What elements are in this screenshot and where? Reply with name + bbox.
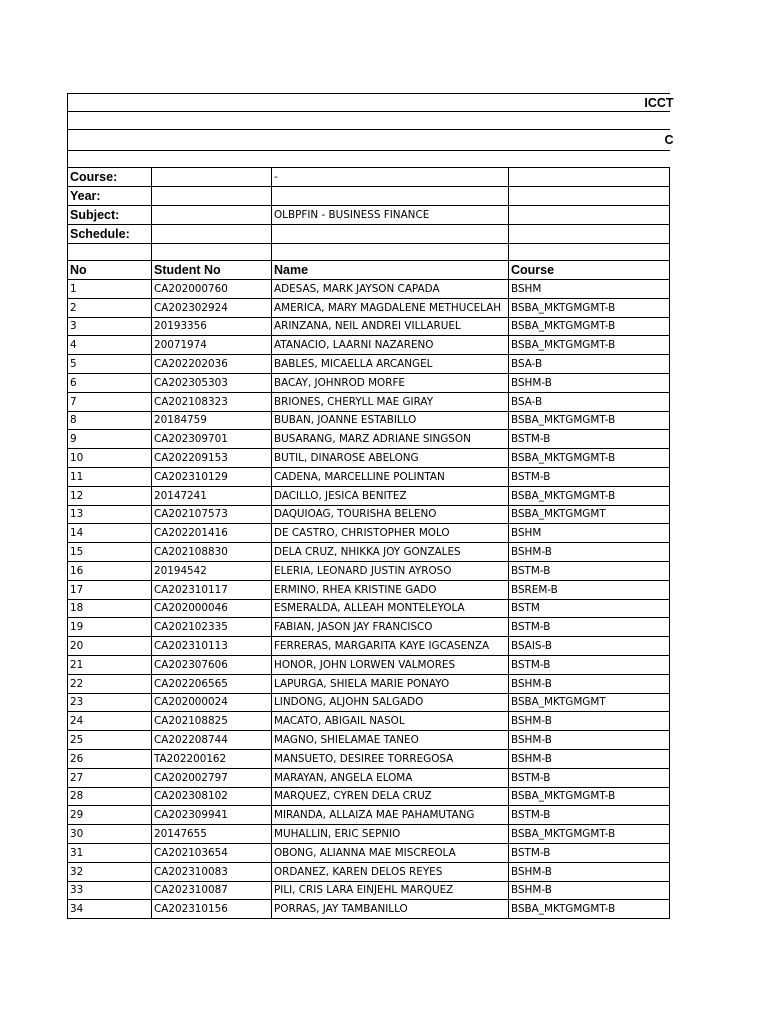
student-course-cell: BSHM-B bbox=[509, 862, 670, 881]
row-no-cell: 27 bbox=[68, 768, 152, 787]
row-no-cell: 29 bbox=[68, 806, 152, 825]
table-row bbox=[68, 768, 670, 787]
student-no-cell: 20147241 bbox=[152, 486, 272, 505]
student-course-cell: BSHM-B bbox=[509, 674, 670, 693]
student-course-cell: BSTM-B bbox=[509, 467, 670, 486]
separator-row bbox=[68, 244, 670, 261]
table-row bbox=[68, 298, 670, 317]
table-row bbox=[68, 543, 670, 562]
student-no-cell: 20147655 bbox=[152, 825, 272, 844]
student-course-cell: BSAIS-B bbox=[509, 637, 670, 656]
schedule-code-cell bbox=[152, 225, 272, 244]
row-no-cell: 3 bbox=[68, 317, 152, 336]
class-list-sheet bbox=[67, 93, 674, 919]
table-row bbox=[68, 655, 670, 674]
student-course-cell: BSBA_MKTGMGMT-B bbox=[509, 336, 670, 355]
student-no-cell: TA202200162 bbox=[152, 749, 272, 768]
student-course-cell: BSHM-B bbox=[509, 881, 670, 900]
student-course-cell: BSTM-B bbox=[509, 843, 670, 862]
header-course: Course bbox=[509, 261, 670, 280]
row-no-cell: 15 bbox=[68, 543, 152, 562]
student-course-cell: BSBA_MKTGMGMT-B bbox=[509, 787, 670, 806]
student-no-cell: CA202000046 bbox=[152, 599, 272, 618]
subtitle-row bbox=[68, 130, 670, 151]
student-course-cell: BSTM-B bbox=[509, 430, 670, 449]
student-course-cell: BSBA_MKTGMGMT-B bbox=[509, 449, 670, 468]
table-row bbox=[68, 449, 670, 468]
student-course-cell: BSHM-B bbox=[509, 543, 670, 562]
table-row bbox=[68, 524, 670, 543]
empty-cell bbox=[509, 187, 670, 206]
student-no-cell: CA202310156 bbox=[152, 900, 272, 919]
student-name-cell: MACATO, ABIGAIL NASOL bbox=[272, 712, 509, 731]
student-no-cell: CA202108830 bbox=[152, 543, 272, 562]
schedule-value bbox=[272, 225, 509, 244]
table-row bbox=[68, 900, 670, 919]
table-row bbox=[68, 862, 670, 881]
student-course-cell: BSTM bbox=[509, 599, 670, 618]
student-course-cell: BSTM-B bbox=[509, 618, 670, 637]
student-no-cell: CA202209153 bbox=[152, 449, 272, 468]
row-no-cell: 7 bbox=[68, 392, 152, 411]
table-row bbox=[68, 280, 670, 299]
student-course-cell: BSHM-B bbox=[509, 731, 670, 750]
student-name-cell: ADESAS, MARK JAYSON CAPADA bbox=[272, 280, 509, 299]
student-name-cell: BUSARANG, MARZ ADRIANE SINGSON bbox=[272, 430, 509, 449]
student-name-cell: LAPURGA, SHIELA MARIE PONAYO bbox=[272, 674, 509, 693]
student-no-cell: CA202000024 bbox=[152, 693, 272, 712]
student-name-cell: FERRERAS, MARGARITA KAYE IGCASENZA bbox=[272, 637, 509, 656]
student-name-cell: HONOR, JOHN LORWEN VALMORES bbox=[272, 655, 509, 674]
student-name-cell: MANSUETO, DESIREE TORREGOSA bbox=[272, 749, 509, 768]
table-row bbox=[68, 486, 670, 505]
student-name-cell: DE CASTRO, CHRISTOPHER MOLO bbox=[272, 524, 509, 543]
schedule-info-row bbox=[68, 225, 670, 244]
row-no-cell: 21 bbox=[68, 655, 152, 674]
student-no-cell: CA202310129 bbox=[152, 467, 272, 486]
student-course-cell: BSBA_MKTGMGMT-B bbox=[509, 411, 670, 430]
empty-cell bbox=[509, 206, 670, 225]
student-course-cell: BSTM-B bbox=[509, 655, 670, 674]
student-course-cell: BSBA_MKTGMGMT bbox=[509, 693, 670, 712]
student-no-cell: CA202309701 bbox=[152, 430, 272, 449]
student-course-cell: BSBA_MKTGMGMT-B bbox=[509, 825, 670, 844]
row-no-cell: 22 bbox=[68, 674, 152, 693]
student-course-cell: BSHM-B bbox=[509, 749, 670, 768]
table-row bbox=[68, 336, 670, 355]
year-value bbox=[272, 187, 509, 206]
row-no-cell: 16 bbox=[68, 561, 152, 580]
table-row bbox=[68, 599, 670, 618]
subject-info-row bbox=[68, 206, 670, 225]
row-no-cell: 25 bbox=[68, 731, 152, 750]
row-no-cell: 19 bbox=[68, 618, 152, 637]
student-name-cell: BABLES, MICAELLA ARCANGEL bbox=[272, 355, 509, 374]
row-no-cell: 10 bbox=[68, 449, 152, 468]
course-value: - bbox=[272, 168, 509, 187]
student-no-cell: CA202201416 bbox=[152, 524, 272, 543]
table-row bbox=[68, 505, 670, 524]
row-no-cell: 24 bbox=[68, 712, 152, 731]
title-row bbox=[68, 94, 670, 112]
column-header-row bbox=[68, 261, 670, 280]
header-name: Name bbox=[272, 261, 509, 280]
row-no-cell: 13 bbox=[68, 505, 152, 524]
subject-code-cell bbox=[152, 206, 272, 225]
table-row bbox=[68, 392, 670, 411]
table-row bbox=[68, 580, 670, 599]
student-course-cell: BSREM-B bbox=[509, 580, 670, 599]
student-no-cell: CA202002797 bbox=[152, 768, 272, 787]
header-student-no: Student No bbox=[152, 261, 272, 280]
student-course-cell: BSTM-B bbox=[509, 768, 670, 787]
row-no-cell: 32 bbox=[68, 862, 152, 881]
row-no-cell: 5 bbox=[68, 355, 152, 374]
student-name-cell: ESMERALDA, ALLEAH MONTELEYOLA bbox=[272, 599, 509, 618]
student-course-cell: BSTM-B bbox=[509, 806, 670, 825]
row-no-cell: 30 bbox=[68, 825, 152, 844]
row-no-cell: 12 bbox=[68, 486, 152, 505]
student-name-cell: ARINZANA, NEIL ANDREI VILLARUEL bbox=[272, 317, 509, 336]
table-row bbox=[68, 693, 670, 712]
student-name-cell: MARQUEZ, CYREN DELA CRUZ bbox=[272, 787, 509, 806]
table-row bbox=[68, 806, 670, 825]
student-course-cell: BSBA_MKTGMGMT-B bbox=[509, 486, 670, 505]
student-name-cell: ATANACIO, LAARNI NAZARENO bbox=[272, 336, 509, 355]
subtitle-fragment: C bbox=[664, 133, 674, 147]
schedule-label: Schedule: bbox=[68, 225, 152, 244]
student-name-cell: LINDONG, ALJOHN SALGADO bbox=[272, 693, 509, 712]
table-row bbox=[68, 430, 670, 449]
row-no-cell: 2 bbox=[68, 298, 152, 317]
year-label: Year: bbox=[68, 187, 152, 206]
row-no-cell: 9 bbox=[68, 430, 152, 449]
student-name-cell: CADENA, MARCELLINE POLINTAN bbox=[272, 467, 509, 486]
student-name-cell: DAQUIOAG, TOURISHA BELENO bbox=[272, 505, 509, 524]
student-no-cell: CA202000760 bbox=[152, 280, 272, 299]
table-row bbox=[68, 618, 670, 637]
row-no-cell: 6 bbox=[68, 373, 152, 392]
student-name-cell: BUTIL, DINAROSE ABELONG bbox=[272, 449, 509, 468]
student-name-cell: BUBAN, JOANNE ESTABILLO bbox=[272, 411, 509, 430]
row-no-cell: 11 bbox=[68, 467, 152, 486]
table-row bbox=[68, 749, 670, 768]
table-row bbox=[68, 355, 670, 374]
student-course-cell: BSHM-B bbox=[509, 373, 670, 392]
row-no-cell: 26 bbox=[68, 749, 152, 768]
table-row bbox=[68, 561, 670, 580]
student-no-cell: 20184759 bbox=[152, 411, 272, 430]
row-no-cell: 34 bbox=[68, 900, 152, 919]
student-course-cell: BSBA_MKTGMGMT-B bbox=[509, 900, 670, 919]
student-course-cell: BSBA_MKTGMGMT bbox=[509, 505, 670, 524]
student-name-cell: BACAY, JOHNROD MORFE bbox=[272, 373, 509, 392]
student-name-cell: OBONG, ALIANNA MAE MISCREOLA bbox=[272, 843, 509, 862]
student-name-cell: ELERIA, LEONARD JUSTIN AYROSO bbox=[272, 561, 509, 580]
student-name-cell: PILI, CRIS LARA EINJEHL MARQUEZ bbox=[272, 881, 509, 900]
row-no-cell: 23 bbox=[68, 693, 152, 712]
row-no-cell: 20 bbox=[68, 637, 152, 656]
student-no-cell: CA202206565 bbox=[152, 674, 272, 693]
year-code-cell bbox=[152, 187, 272, 206]
row-no-cell: 31 bbox=[68, 843, 152, 862]
student-course-cell: BSTM-B bbox=[509, 561, 670, 580]
table-row bbox=[68, 843, 670, 862]
row-no-cell: 14 bbox=[68, 524, 152, 543]
student-course-cell: BSA-B bbox=[509, 392, 670, 411]
course-code-cell bbox=[152, 168, 272, 187]
student-no-cell: CA202103654 bbox=[152, 843, 272, 862]
table-row bbox=[68, 467, 670, 486]
student-no-cell: CA202310087 bbox=[152, 881, 272, 900]
student-no-cell: 20071974 bbox=[152, 336, 272, 355]
course-info-row bbox=[68, 168, 670, 187]
student-no-cell: CA202107573 bbox=[152, 505, 272, 524]
student-name-cell: DELA CRUZ, NHIKKA JOY GONZALES bbox=[272, 543, 509, 562]
student-course-cell: BSBA_MKTGMGMT-B bbox=[509, 317, 670, 336]
student-no-cell: 20193356 bbox=[152, 317, 272, 336]
student-name-cell: MIRANDA, ALLAIZA MAE PAHAMUTANG bbox=[272, 806, 509, 825]
student-no-cell: CA202302924 bbox=[152, 298, 272, 317]
student-no-cell: CA202102335 bbox=[152, 618, 272, 637]
table-row bbox=[68, 674, 670, 693]
row-no-cell: 33 bbox=[68, 881, 152, 900]
student-name-cell: PORRAS, JAY TAMBANILLO bbox=[272, 900, 509, 919]
table-row bbox=[68, 825, 670, 844]
student-no-cell: CA202305303 bbox=[152, 373, 272, 392]
student-name-cell: MUHALLIN, ERIC SEPNIO bbox=[272, 825, 509, 844]
row-no-cell: 18 bbox=[68, 599, 152, 618]
student-name-cell: FABIAN, JASON JAY FRANCISCO bbox=[272, 618, 509, 637]
table-row bbox=[68, 881, 670, 900]
subject-value: OLBPFIN - BUSINESS FINANCE bbox=[272, 206, 509, 225]
student-course-cell: BSHM bbox=[509, 280, 670, 299]
row-no-cell: 28 bbox=[68, 787, 152, 806]
year-info-row bbox=[68, 187, 670, 206]
student-no-cell: CA202108323 bbox=[152, 392, 272, 411]
student-name-cell: ORDANEZ, KAREN DELOS REYES bbox=[272, 862, 509, 881]
institution-title: ICCT bbox=[644, 95, 674, 110]
student-no-cell: CA202310083 bbox=[152, 862, 272, 881]
blank-row bbox=[68, 151, 670, 168]
subject-label: Subject: bbox=[68, 206, 152, 225]
course-label: Course: bbox=[68, 168, 152, 187]
student-no-cell: CA202108825 bbox=[152, 712, 272, 731]
table-row bbox=[68, 637, 670, 656]
student-course-cell: BSBA_MKTGMGMT-B bbox=[509, 298, 670, 317]
student-no-cell: CA202208744 bbox=[152, 731, 272, 750]
student-name-cell: ERMINO, RHEA KRISTINE GADO bbox=[272, 580, 509, 599]
student-name-cell: BRIONES, CHERYLL MAE GIRAY bbox=[272, 392, 509, 411]
student-course-cell: BSHM bbox=[509, 524, 670, 543]
table-row bbox=[68, 373, 670, 392]
blank-row bbox=[68, 112, 670, 130]
row-no-cell: 1 bbox=[68, 280, 152, 299]
student-no-cell: CA202310117 bbox=[152, 580, 272, 599]
student-name-cell: DACILLO, JESICA BENITEZ bbox=[272, 486, 509, 505]
student-no-cell: CA202309941 bbox=[152, 806, 272, 825]
row-no-cell: 4 bbox=[68, 336, 152, 355]
student-no-cell: CA202307606 bbox=[152, 655, 272, 674]
student-no-cell: CA202202036 bbox=[152, 355, 272, 374]
table-row bbox=[68, 787, 670, 806]
student-course-cell: BSA-B bbox=[509, 355, 670, 374]
table-row bbox=[68, 317, 670, 336]
row-no-cell: 17 bbox=[68, 580, 152, 599]
student-course-cell: BSHM-B bbox=[509, 712, 670, 731]
class-list-table bbox=[67, 93, 674, 919]
table-row bbox=[68, 712, 670, 731]
row-no-cell: 8 bbox=[68, 411, 152, 430]
student-name-cell: MARAYAN, ANGELA ELOMA bbox=[272, 768, 509, 787]
header-no: No bbox=[68, 261, 152, 280]
student-name-cell: AMERICA, MARY MAGDALENE METHUCELAH bbox=[272, 298, 509, 317]
student-no-cell: 20194542 bbox=[152, 561, 272, 580]
empty-cell bbox=[509, 168, 670, 187]
student-no-cell: CA202308102 bbox=[152, 787, 272, 806]
student-name-cell: MAGNO, SHIELAMAE TANEO bbox=[272, 731, 509, 750]
table-row bbox=[68, 411, 670, 430]
empty-cell bbox=[509, 225, 670, 244]
table-row bbox=[68, 731, 670, 750]
student-no-cell: CA202310113 bbox=[152, 637, 272, 656]
